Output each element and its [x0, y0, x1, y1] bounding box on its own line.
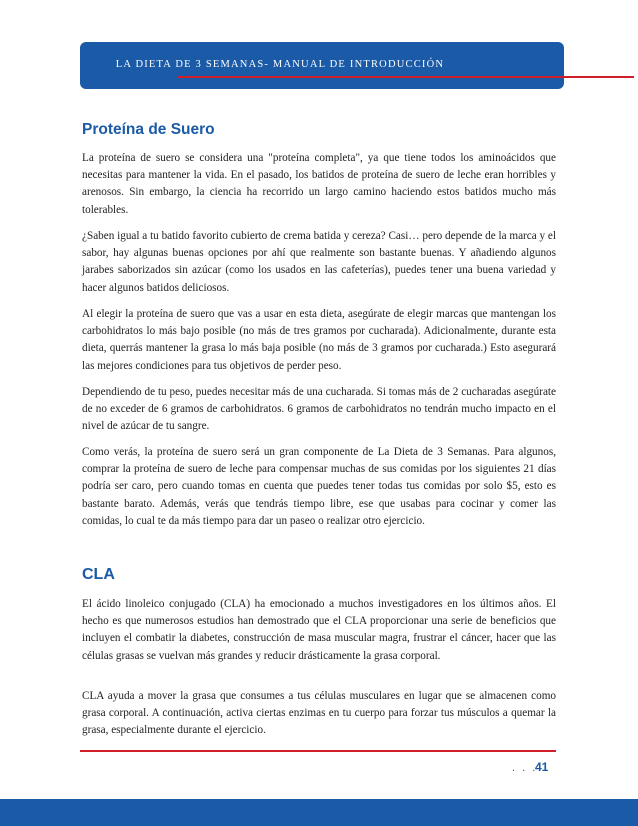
page-number: 41 — [535, 760, 549, 774]
paragraph: El ácido linoleico conjugado (CLA) ha emocionado a muchos investigadores en los últimos años. El hecho es que numerosos estudios han demostrado que el CLA proporcionar una serie de beneficios que incluyen el combatir la diabetes, construcción de masa muscular magra, frustrar el cáncer, hacer que las células grasas se vuelvan más grandes y reducir drásticamente la grasa corporal. — [82, 598, 556, 662]
section-title-proteina: Proteína de Suero — [82, 121, 215, 138]
paragraph: Dependiendo de tu peso, puedes necesitar más de una cucharada. Si tomas más de 2 cucharadas asegúrate de no exceder de 6 gramos de carbohidratos. 6 gramos de carbohidratos no tendrán mucho impacto en el nivel de azúcar de tu sangre. — [82, 386, 556, 433]
footer-rule — [80, 750, 556, 752]
paragraph: Al elegir la proteína de suero que vas a usar en esta dieta, asegúrate de elegir marcas que mantengan los carbohidratos lo más bajo posible (no más de tres gramos por cucharada). Adicionalmente, durante esta dieta, querrás mantener la grasa lo más baja posible (no más de 3 gramos por cucharada.) Esto asegurará las mejores condiciones para tus objetivos de perder peso. — [82, 308, 556, 372]
page-dots: . . . — [512, 762, 538, 774]
header-title: LA DIETA DE 3 SEMANAS- MANUAL DE INTRODUCCIÓN — [115, 59, 445, 70]
paragraph: Como verás, la proteína de suero será un gran componente de La Dieta de 3 Semanas. Para algunos, comprar la proteína de suero de leche para compensar muchas de sus comidas por los siguientes 21 días podría ser caro, pero cuando tomas en cuenta que puedes tener todas tus comidas por solo $5, esto es bastante barato. Además, verás que tendrás tiempo libre, ese que usabas para cocinar y comer las comidas, lo cual te da más tiempo para dar un paseo o realizar otro ejercicio. — [82, 446, 556, 527]
paragraph: La proteína de suero se considera una "proteína completa", ya que tiene todos los aminoácidos que necesitas para mantener la vida. En el pasado, los batidos de proteína de suero de leche eran horribles y arenosos. Sin embargo, la ciencia ha recorrido un largo camino haciendo estos batidos mucho más tolerables. — [82, 152, 556, 216]
paragraph: ¿Saben igual a tu batido favorito cubierto de crema batida y cereza? Casi… pero depende de la marca y el sabor, hay algunas buenas opciones por ahí que realmente son bastante buenas. Y añadiendo algunos jarabes saborizados sin azúcar (como los usados en las cafeterías), puedes tener una buena variedad y hacer algunos batidos deliciosos. — [82, 230, 556, 294]
section-title-cla: CLA — [82, 566, 115, 583]
header-bar — [80, 42, 564, 89]
bottom-band — [0, 799, 638, 826]
header-rule — [178, 76, 634, 78]
paragraph: CLA ayuda a mover la grasa que consumes a tus células musculares en lugar que se almacenen como grasa corporal. A continuación, activa ciertas enzimas en tu cuerpo para forzar tus músculos a quemar la grasa, especialmente durante el ejercicio. — [82, 690, 556, 737]
